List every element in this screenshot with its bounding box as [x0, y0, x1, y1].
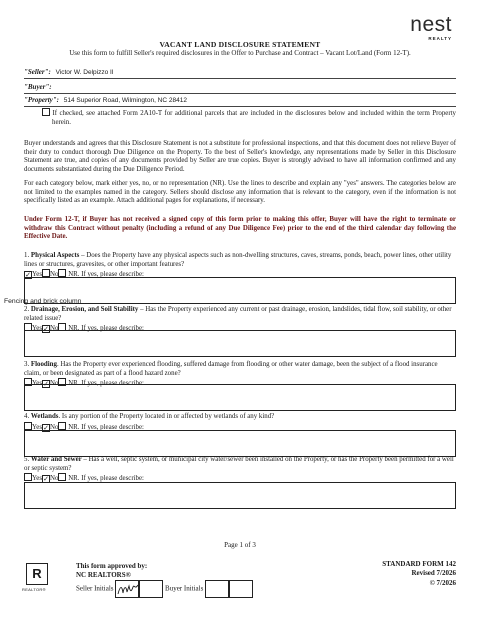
- instructions-paragraph: For each category below, mark either yes, no, or no representation (NR). Use the lines to describe and explain any "yes" answers. The categories below are not limited to the examples named in the category. Sellers should disclose any information that is relevant to the category, even if the information is not specifically listed as an example. Attach additional pages for explanations, if necessary.: [24, 180, 456, 205]
- seller-initials-label: Seller Initials: [76, 584, 114, 593]
- question-title: Flooding: [30, 361, 57, 368]
- yes-label: Yes: [32, 325, 43, 333]
- form-revised: Revised 7/2026: [411, 569, 456, 578]
- question-number: 2.: [24, 306, 30, 313]
- seller-label: "Seller":: [24, 68, 51, 76]
- response-box[interactable]: [24, 384, 456, 411]
- disclaimer-paragraph: Buyer understands and agrees that this Disclosure Statement is not a substitute for professional inspections, and that this document does not relieve Buyer of their duty to conduct thorough Due Diligence on the Property. To the best of Seller's knowledge, any representations made by Seller in this Disclosure Statement are true, and copies of any documents provided by Seller are true copies. Buyer is strongly advised to have all information confirmed and any documents substantiated during the Due Diligence Period.: [24, 140, 456, 173]
- question-physical-aspects: [24, 252, 456, 280]
- yes-label: Yes: [32, 380, 43, 388]
- approved-by-label: This form approved by:: [76, 562, 148, 570]
- question-number: 1.: [24, 252, 30, 259]
- buyer-initials-box-2[interactable]: [229, 580, 253, 598]
- question-text: – Has the Property experienced any current or past drainage, erosion, landslides, tidal flow, soil stability, or other related issue?: [24, 306, 452, 322]
- response-box[interactable]: [24, 430, 456, 457]
- question-title: Physical Aspects: [30, 252, 80, 259]
- buyer-initials-label: Buyer Initials: [165, 584, 204, 593]
- form-name: STANDARD FORM 142: [382, 560, 456, 568]
- no-label: No: [50, 380, 59, 388]
- addendum-line: [52, 108, 456, 127]
- approval-block: [76, 562, 147, 580]
- nr-label: NR. If yes, please describe:: [68, 380, 144, 388]
- realtor-logo: [26, 563, 48, 585]
- question-water-sewer: [24, 456, 456, 484]
- no-label: No: [50, 271, 59, 279]
- yes-checkbox[interactable]: ✓: [25, 271, 31, 280]
- property-field[interactable]: [24, 96, 456, 107]
- no-label: No: [50, 475, 59, 483]
- buyer-initials-box[interactable]: [205, 580, 229, 598]
- yes-label: Yes: [32, 271, 43, 279]
- addendum-checkbox[interactable]: [42, 108, 50, 116]
- no-checkbox[interactable]: ✓: [43, 423, 49, 432]
- nr-checkbox[interactable]: [58, 422, 66, 430]
- property-label: "Property":: [24, 96, 59, 104]
- question-title: Water and Sewer: [30, 456, 82, 463]
- question-text: . Has the Property ever experienced flooding, suffered damage from flooding or other water damage, been the subject of a flood insurance claim, or been designated as part of a flood hazard zone?: [24, 361, 438, 377]
- nr-checkbox[interactable]: [58, 473, 66, 481]
- question-title: Wetlands: [30, 413, 59, 420]
- yes-label: Yes: [32, 423, 43, 431]
- yes-label: Yes: [32, 475, 43, 483]
- no-label: No: [50, 423, 59, 431]
- question-text: – Has a well, septic system, or municipal city water/sewer been installed on the Property, or has the Property been permitted for a well or septic system?: [24, 456, 454, 472]
- response-text: Fencing and brick column: [4, 298, 82, 305]
- response-box[interactable]: [24, 277, 456, 304]
- initials-row: [76, 580, 253, 598]
- page-number: Page 1 of 3: [224, 541, 256, 549]
- document-subtitle: Use this form to fulfill Seller's required disclosures in the Offer to Purchase and Contract – Vacant Lot/Land (Form 12-T).: [69, 49, 411, 57]
- no-checkbox[interactable]: ✓: [43, 475, 49, 484]
- brand-name: nest: [410, 13, 452, 36]
- question-text: . Is any portion of the Property located in or affected by wetlands of any kind?: [58, 413, 275, 420]
- seller-initials-signature: [116, 581, 140, 599]
- question-number: 4.: [24, 413, 30, 420]
- question-number: 3.: [24, 361, 30, 368]
- buyer-rights-warning: Under Form 12-T, if Buyer has not received a signed copy of this form prior to making this offer, Buyer will have the right to terminate or withdraw this Contract without penalty (including a refund of any Due Diligence Fee) prior to the end of the third calendar day following the Effective Date.: [24, 216, 456, 241]
- approving-org: NC REALTORS®: [76, 571, 131, 580]
- response-box[interactable]: [24, 330, 456, 357]
- question-title: Drainage, Erosion, and Soil Stability: [30, 306, 139, 313]
- nr-label: NR. If yes, please describe:: [68, 475, 144, 483]
- addendum-text: If checked, see attached Form 2A10-T for additional parcels that are included in the disclosures below and included within the term Property herein.: [52, 110, 456, 126]
- brand-sub: REALTY: [428, 36, 452, 41]
- nr-label: NR. If yes, please describe:: [68, 271, 144, 279]
- realtor-word: REALTOR®: [22, 587, 46, 592]
- yes-checkbox[interactable]: [24, 422, 32, 430]
- seller-initials-box-2[interactable]: [139, 580, 163, 598]
- buyer-label: "Buyer":: [24, 83, 52, 91]
- realtor-mark: R: [32, 565, 42, 581]
- no-label: No: [50, 325, 59, 333]
- buyer-field[interactable]: [24, 83, 456, 94]
- nr-label: NR. If yes, please describe:: [68, 423, 144, 431]
- yes-checkbox[interactable]: [24, 473, 32, 481]
- form-info: [382, 560, 456, 588]
- property-value[interactable]: 514 Superior Road, Wilmington, NC 28412: [63, 97, 187, 104]
- no-checkbox[interactable]: ✓: [43, 380, 49, 389]
- document-title: VACANT LAND DISCLOSURE STATEMENT: [159, 40, 321, 49]
- question-text: – Does the Property have any physical aspects such as non-dwelling structures, caves, streams, ponds, beach, power lines, other utility lines or structures, gravesites, or other important features?: [24, 252, 452, 268]
- question-number: 5.: [24, 456, 30, 463]
- no-checkbox[interactable]: ✓: [43, 325, 49, 334]
- form-copyright: © 7/2026: [429, 578, 456, 587]
- seller-initials-box[interactable]: [115, 580, 139, 598]
- seller-field[interactable]: [24, 68, 456, 79]
- response-box[interactable]: [24, 482, 456, 509]
- nr-label: NR. If yes, please describe:: [68, 325, 144, 333]
- brand-logo: [410, 14, 452, 42]
- seller-value[interactable]: Victor W. Delpizzo II: [55, 69, 114, 76]
